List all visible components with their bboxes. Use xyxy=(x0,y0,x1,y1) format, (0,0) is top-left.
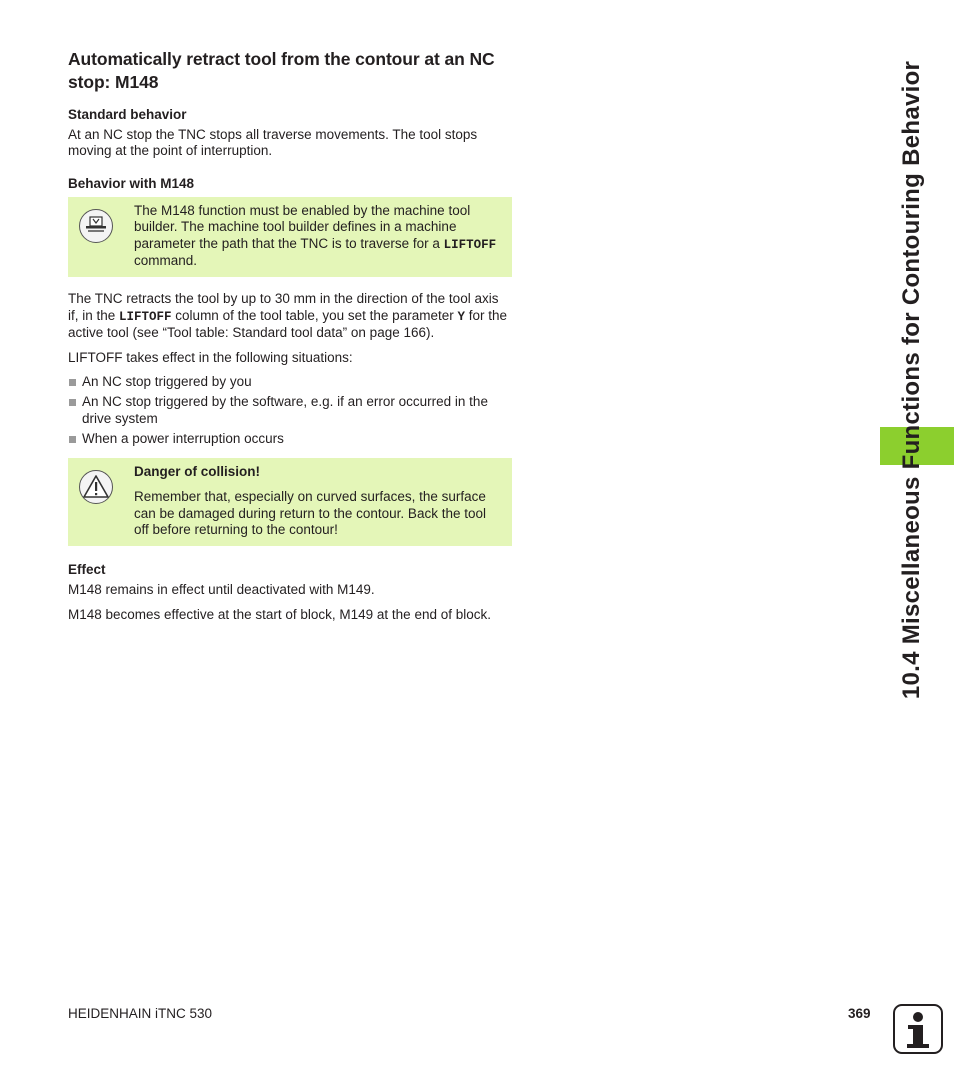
standard-behavior-heading: Standard behavior xyxy=(68,107,187,122)
machine-note-box xyxy=(68,197,512,278)
warning-title: Danger of collision! xyxy=(134,463,261,479)
warning-note-box xyxy=(68,458,512,547)
bullet-square-icon xyxy=(69,379,76,386)
effect-text-1: M148 remains in effect until deactivated with M149. xyxy=(68,582,375,598)
situations-list xyxy=(68,374,512,448)
bullet-square-icon xyxy=(69,399,76,406)
behavior-m148-heading: Behavior with M148 xyxy=(68,175,195,191)
list-item: An NC stop triggered by you xyxy=(68,374,512,390)
warning-triangle-icon xyxy=(79,470,113,504)
footer-product: HEIDENHAIN iTNC 530 xyxy=(68,1006,213,1021)
chapter-side-title: 10.4 Miscellaneous Functions for Contouring Behavior xyxy=(898,60,925,700)
warning-text: Remember that, especially on curved surfaces, the surface can be damaged during return to the contour. Back the tool off before returning to the contour! xyxy=(134,489,486,537)
liftoff-description: The TNC retracts the tool by up to 30 mm in the direction of the tool axis if, in the LIFTOFF column of the tool table, you set the parameter Y for the active tool (see “Tool table: Standard tool data” on page 166). xyxy=(68,291,508,341)
machine-parameter-icon xyxy=(79,209,113,243)
page-content xyxy=(68,48,512,631)
standard-behavior-text: At an NC stop the TNC stops all traverse movements. The tool stops moving at the point of interruption. xyxy=(68,127,478,159)
machine-note-text: The M148 function must be enabled by the machine tool builder. The machine tool builder defines in a machine parameter the path that the TNC is to traverse for a LIFTOFF command. xyxy=(134,202,497,269)
section-heading: Automatically retract tool from the contour at an NC stop: M148 xyxy=(68,49,495,92)
list-item: When a power interruption occurs xyxy=(68,431,512,447)
bullet-square-icon xyxy=(69,436,76,443)
page-number: 369 xyxy=(848,1006,871,1021)
list-item: An NC stop triggered by the software, e.g. if an error occurred in the drive system xyxy=(68,394,512,427)
effect-heading: Effect xyxy=(68,562,106,578)
situations-intro: LIFTOFF takes effect in the following situations: xyxy=(68,349,353,365)
effect-text-2: M148 becomes effective at the start of block, M149 at the end of block. xyxy=(68,606,491,622)
info-icon xyxy=(893,1004,943,1054)
